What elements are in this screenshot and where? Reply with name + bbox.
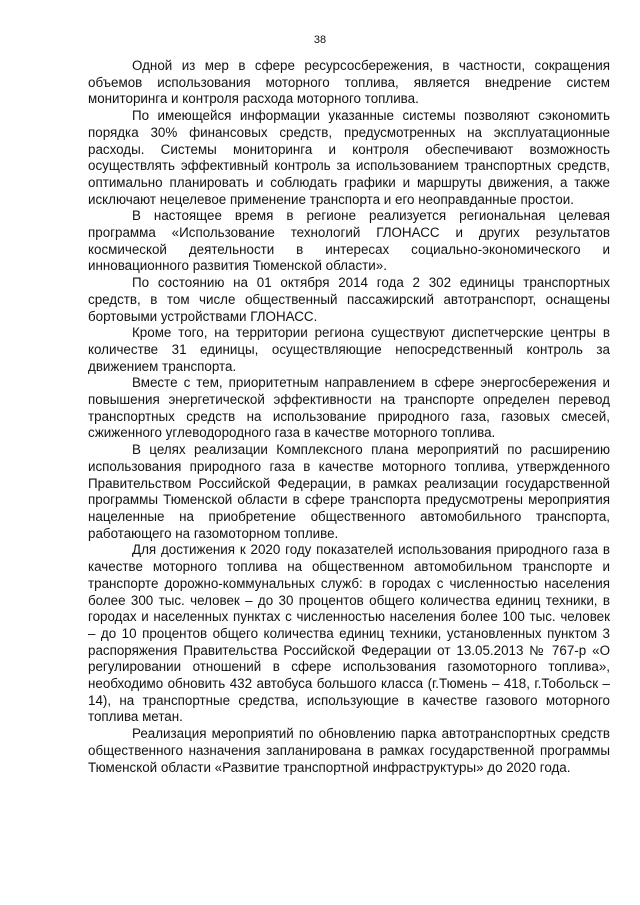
paragraph-comprehensive-plan: В целях реализации Комплексного плана мероприятий по расширению использования природного газа в качестве моторного топлива, утвержденного Правительством Российской Федерации, в рамках реализации государственной программы Тюменской области в сфере транспорта предусмотрены мероприятия нацеленные на приобретение общественного автомобильного транспорта, работающего на газомоторном топливе. bbox=[88, 442, 610, 541]
paragraph-dispatch-centers: Кроме того, на территории региона существуют диспетчерские центры в количестве 31 единицы, осуществляющие непосредственный контроль за движением транспорта. bbox=[88, 325, 610, 374]
paragraph-glonass-equipped: По состоянию на 01 октября 2014 года 2 302 единицы транспортных средств, в том числе общественный пассажирский автотранспорт, оснащены бортовыми устройствами ГЛОНАСС. bbox=[88, 275, 610, 324]
document-body bbox=[88, 58, 610, 776]
paragraph-glonass-program: В настоящее время в регионе реализуется региональная целевая программа «Использование технологий ГЛОНАСС и других результатов космической деятельности в интересах социально-экономического и инновационного развития Тюменской области». bbox=[88, 208, 610, 274]
page-number: 38 bbox=[313, 34, 327, 46]
paragraph-monitoring-savings: По имеющейся информации указанные системы позволяют сэкономить порядка 30% финансовых средств, предусмотренных на эксплуатационные расходы. Системы мониторинга и контроля обеспечивают возможность осуществлять эффективный контроль за использованием транспортных средств, оптимально планировать и соблюдать графики и маршруты движения, а также исключают нецелевое применение транспорта и его неоправданные простои. bbox=[88, 108, 610, 207]
paragraph-monitoring-intro: Одной из мер в сфере ресурсосбережения, в частности, сокращения объемов использования моторного топлива, является внедрение систем мониторинга и контроля расхода моторного топлива. bbox=[88, 58, 610, 107]
paragraph-gas-priority: Вместе с тем, приоритетным направлением в сфере энергосбережения и повышения энергетической эффективности на транспорте определен перевод транспортных средств на использование природного газа, газовых смесей, сжиженного углеводородного газа в качестве моторного топлива. bbox=[88, 375, 610, 441]
paragraph-fleet-renewal: Реализация мероприятий по обновлению парка автотранспортных средств общественного назначения запланирована в рамках государственной программы Тюменской области «Развитие транспортной инфраструктуры» до 2020 года. bbox=[88, 726, 610, 775]
paragraph-2020-targets: Для достижения к 2020 году показателей использования природного газа в качестве моторного топлива на общественном автомобильном транспорте и транспорте дорожно-коммунальных служб: в городах с численностью населения более 300 тыс. человек – до 30 процентов общего количества единиц техники, в городах и населенных пунктах с численностью населения более 100 тыс. человек – до 10 процентов общего количества единиц техники, установленных пунктом 3 распоряжения Правительства Российской Федерации от 13.05.2013 № 767-р «О регулировании отношений в сфере использования газомоторного топлива», необходимо обновить 432 автобуса большого класса (г.Тюмень – 418, г.Тобольск – 14), на транспортные средства, использующие в качестве газового моторного топлива метан. bbox=[88, 542, 610, 725]
